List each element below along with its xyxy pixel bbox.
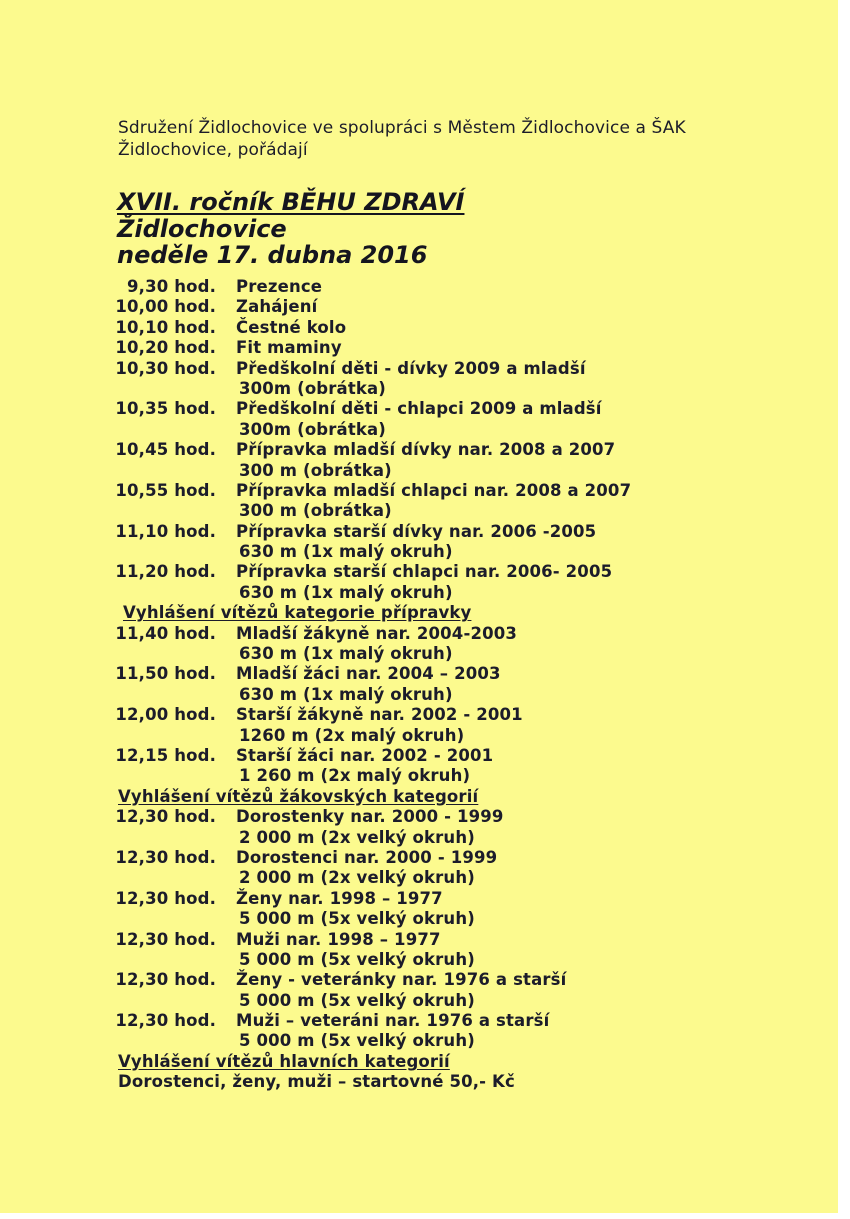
intro-line-1: Sdružení Židlochovice ve spolupráci s Městem Židlochovice a ŠAK <box>118 118 686 138</box>
awards-row <box>0 787 838 807</box>
start-time: 11,20 hod. <box>115 562 216 582</box>
race-category: Ženy - veteránky nar. 1976 a starší <box>236 970 567 990</box>
race-distance: 630 m (1x malý okruh) <box>239 684 453 704</box>
schedule-row <box>0 746 838 766</box>
schedule-row <box>0 318 838 338</box>
start-time: 12,15 hod. <box>115 745 216 765</box>
race-category: Zahájení <box>236 297 318 317</box>
schedule-row <box>0 970 838 990</box>
race-distance: 300m (obrátka) <box>239 419 386 439</box>
awards-row <box>0 603 838 623</box>
event-title: XVII. ročník BĚHU ZDRAVÍ <box>117 188 465 216</box>
race-category: Přípravka mladší dívky nar. 2008 a 2007 <box>236 440 616 460</box>
race-distance-row <box>0 726 838 746</box>
start-time: 10,30 hod. <box>115 358 216 378</box>
schedule-row <box>0 359 838 379</box>
race-distance-row <box>0 379 838 399</box>
race-category: Čestné kolo <box>236 317 347 337</box>
schedule-row <box>0 624 838 644</box>
race-distance-row <box>0 766 838 786</box>
race-category: Muži nar. 1998 – 1977 <box>236 929 441 949</box>
race-schedule <box>0 277 838 1093</box>
schedule-row <box>0 440 838 460</box>
start-time: 11,10 hod. <box>115 521 216 541</box>
race-distance-row <box>0 685 838 705</box>
start-time: 10,45 hod. <box>115 440 216 460</box>
schedule-row <box>0 481 838 501</box>
race-distance: 630 m (1x malý okruh) <box>239 542 453 562</box>
race-category: Muži – veteráni nar. 1976 a starší <box>236 1011 550 1031</box>
awards-announcement: Vyhlášení vítězů hlavních kategorií <box>118 1051 450 1071</box>
race-distance: 1260 m (2x malý okruh) <box>239 725 465 745</box>
start-time: 12,30 hod. <box>115 888 216 908</box>
race-distance-row <box>0 909 838 929</box>
race-distance: 300 m (obrátka) <box>239 501 392 521</box>
schedule-row <box>0 705 838 725</box>
start-time: 12,30 hod. <box>115 970 216 990</box>
race-category: Mladší žáci nar. 2004 – 2003 <box>236 664 501 684</box>
schedule-row <box>0 848 838 868</box>
start-time: 10,20 hod. <box>115 338 216 358</box>
schedule-row <box>0 522 838 542</box>
start-time: 10,10 hod. <box>115 317 216 337</box>
race-category: Prezence <box>236 277 323 296</box>
race-distance-row <box>0 828 838 848</box>
entry-fee-row <box>0 1072 838 1092</box>
organizer-intro <box>118 117 758 161</box>
schedule-row <box>0 807 838 827</box>
start-time: 12,30 hod. <box>115 929 216 949</box>
race-category: Předškolní děti - chlapci 2009 a mladší <box>236 399 602 419</box>
race-distance: 1 260 m (2x malý okruh) <box>239 766 471 786</box>
race-distance: 300m (obrátka) <box>239 378 386 398</box>
start-time: 10,00 hod. <box>115 297 216 317</box>
race-category: Předškolní děti - dívky 2009 a mladší <box>236 358 586 378</box>
awards-row <box>0 1052 838 1072</box>
race-category: Přípravka starší dívky nar. 2006 -2005 <box>236 521 597 541</box>
race-distance: 300 m (obrátka) <box>239 460 392 480</box>
race-distance-row <box>0 501 838 521</box>
race-distance: 630 m (1x malý okruh) <box>239 644 453 664</box>
schedule-row <box>0 338 838 358</box>
awards-announcement: Vyhlášení vítězů kategorie přípravky <box>123 603 472 623</box>
start-time: 12,30 hod. <box>115 807 216 827</box>
start-time: 12,00 hod. <box>115 705 216 725</box>
event-town: Židlochovice <box>117 214 287 243</box>
race-distance-row <box>0 644 838 664</box>
start-time: 12,30 hod. <box>115 1011 216 1031</box>
race-distance: 2 000 m (2x velký okruh) <box>239 827 475 847</box>
race-category: Dorostenci nar. 2000 - 1999 <box>236 847 498 867</box>
awards-announcement: Vyhlášení vítězů žákovských kategorií <box>118 786 479 806</box>
race-category: Přípravka mladší chlapci nar. 2008 a 2007 <box>236 480 632 500</box>
event-date: neděle 17. dubna 2016 <box>117 241 428 269</box>
race-category: Starší žákyně nar. 2002 - 2001 <box>236 705 523 725</box>
schedule-row <box>0 399 838 419</box>
start-time: 11,40 hod. <box>115 623 216 643</box>
start-time: 10,55 hod. <box>115 480 216 500</box>
start-time: 11,50 hod. <box>115 664 216 684</box>
race-distance-row <box>0 868 838 888</box>
race-distance-row <box>0 1031 838 1051</box>
schedule-row <box>0 297 838 317</box>
race-category: Dorostenky nar. 2000 - 1999 <box>236 807 504 827</box>
race-distance-row <box>0 420 838 440</box>
start-time: 10,35 hod. <box>115 399 216 419</box>
race-category: Fit maminy <box>236 338 342 358</box>
schedule-row <box>0 1011 838 1031</box>
race-category: Přípravka starší chlapci nar. 2006- 2005 <box>236 562 613 582</box>
race-distance: 630 m (1x malý okruh) <box>239 582 453 602</box>
race-distance: 5 000 m (5x velký okruh) <box>239 990 475 1010</box>
race-distance-row <box>0 542 838 562</box>
race-distance-row <box>0 991 838 1011</box>
race-distance: 5 000 m (5x velký okruh) <box>239 949 475 969</box>
schedule-row <box>0 664 838 684</box>
schedule-row <box>0 277 838 297</box>
event-heading <box>117 189 464 269</box>
race-distance: 2 000 m (2x velký okruh) <box>239 868 475 888</box>
start-time: 12,30 hod. <box>115 847 216 867</box>
race-distance-row <box>0 461 838 481</box>
entry-fee: Dorostenci, ženy, muži – startovné 50,- Kč <box>118 1072 515 1092</box>
intro-line-2: Židlochovice, pořádají <box>118 140 308 160</box>
race-distance-row <box>0 583 838 603</box>
schedule-row <box>0 562 838 582</box>
race-distance-row <box>0 950 838 970</box>
schedule-row <box>0 889 838 909</box>
race-distance: 5 000 m (5x velký okruh) <box>239 909 475 929</box>
race-category: Starší žáci nar. 2002 - 2001 <box>236 745 494 765</box>
race-category: Mladší žákyně nar. 2004-2003 <box>236 623 517 643</box>
race-category: Ženy nar. 1998 – 1977 <box>236 888 443 908</box>
start-time: 9,30 hod. <box>127 277 216 296</box>
schedule-row <box>0 930 838 950</box>
race-distance: 5 000 m (5x velký okruh) <box>239 1031 475 1051</box>
